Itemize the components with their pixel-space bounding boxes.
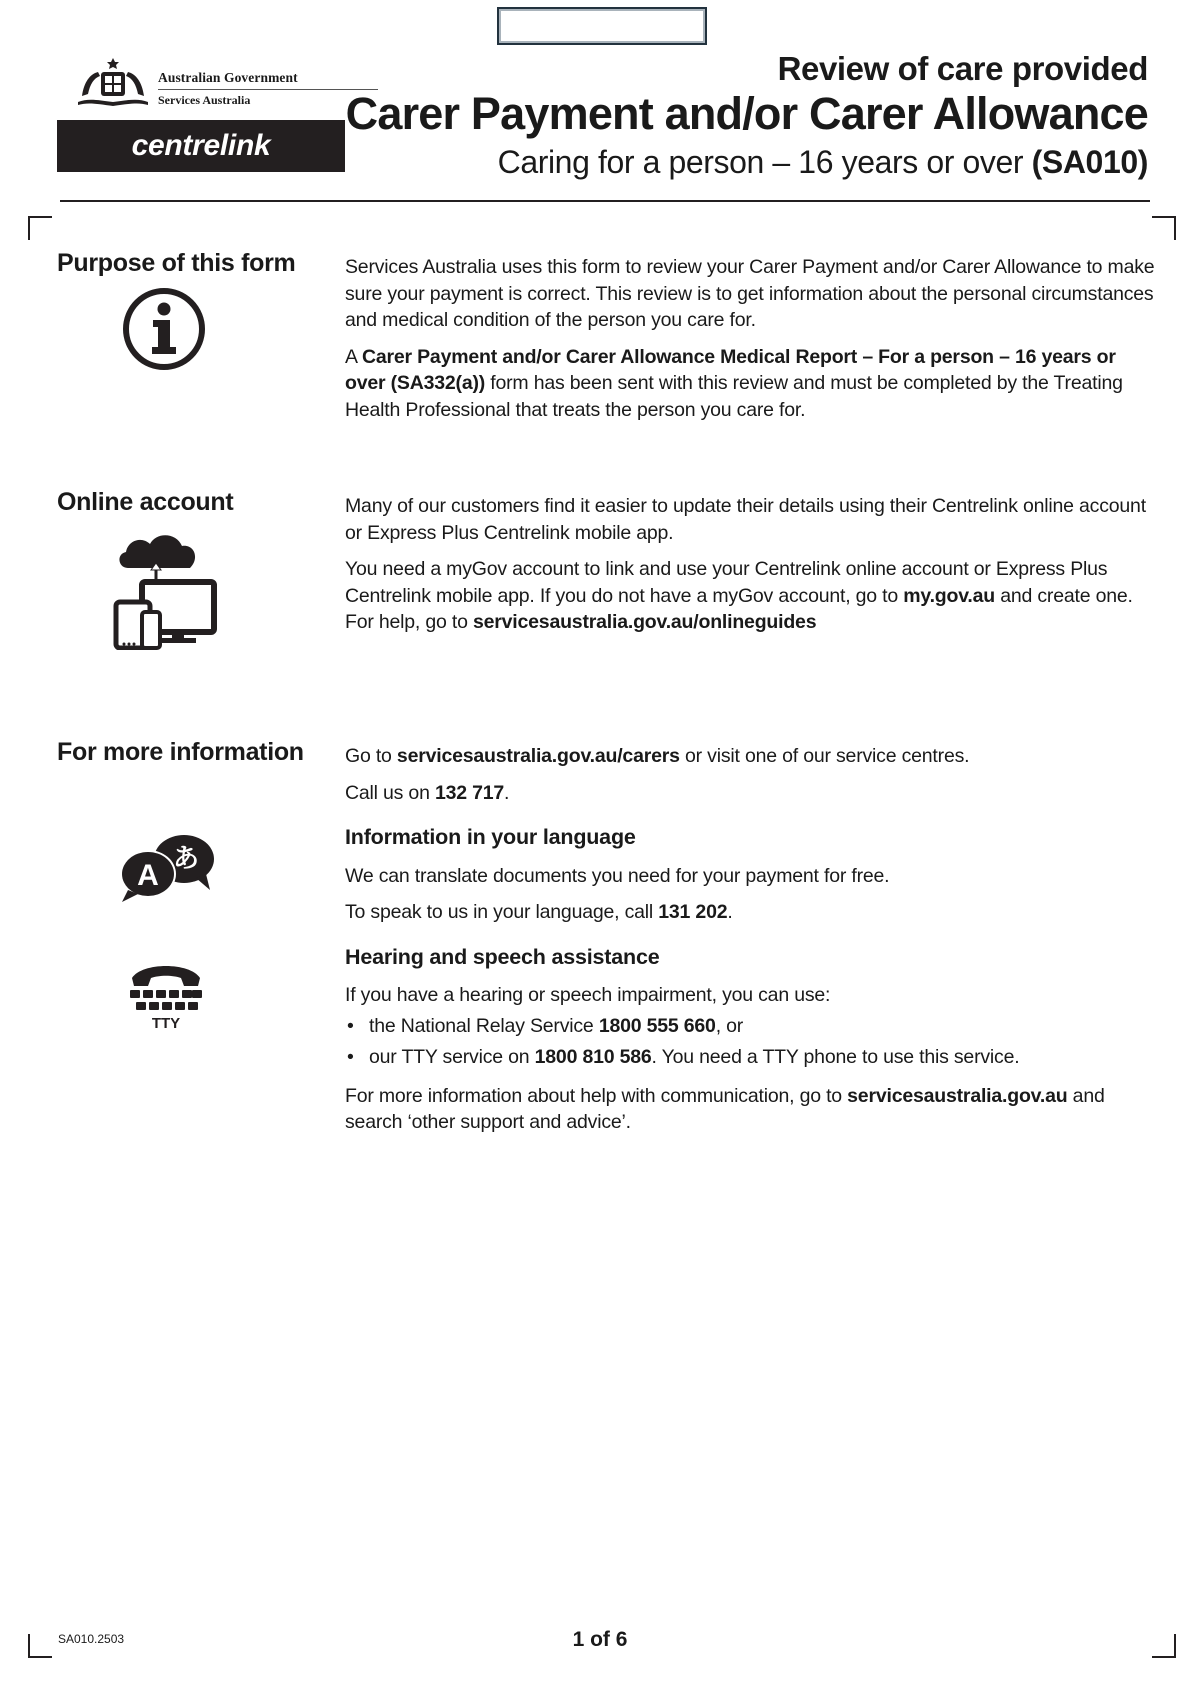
header-rule: [60, 200, 1150, 202]
list-item: [345, 1044, 1160, 1071]
nrs-prefix: the National Relay Service: [369, 1014, 599, 1037]
government-name: Australian Government: [158, 70, 298, 85]
translation-icon-letter-ja: あ: [172, 844, 200, 874]
online-p2-text-2: and create one. For help, go to: [345, 584, 1133, 633]
tty-number: 1800 810 586: [534, 1046, 652, 1068]
more-info-paragraph-2: [345, 780, 1160, 807]
online-paragraph-1: Many of our customers find it easier to update their details using their Centrelink online account or Express Plus Centrelink mobile app.: [345, 495, 1146, 544]
centrelink-brand: centrelink: [57, 120, 345, 172]
language-phone-number: 131 202: [658, 901, 728, 923]
form-subtitle: [498, 144, 1148, 181]
footer-form-code: SA010.2503: [58, 1632, 125, 1646]
coat-of-arms-icon: [74, 56, 152, 112]
language-p2-prefix: To speak to us in your language, call: [345, 901, 659, 923]
form-code: (SA010): [1031, 144, 1148, 180]
agency-name: Services Australia: [158, 93, 251, 107]
translation-icon-letter-a: A: [137, 859, 159, 892]
list-item: [345, 1013, 1160, 1040]
more-info-p1-suffix: or visit one of our service centres.: [679, 745, 970, 767]
purpose-p2-suffix: form has been sent with this review and must be completed by the Treating Health Professional that treats the person you care for.: [345, 372, 1123, 421]
carers-link[interactable]: servicesaustralia.gov.au/carers: [396, 745, 680, 767]
purpose-paragraph-1: Services Australia uses this form to review your Carer Payment and/or Carer Allowance to make sure your payment is correct. This review is to get information about the personal circumstances and medical condition of the person you care for.: [345, 256, 1155, 331]
form-subtitle-text: Caring for a person – 16 years or over: [497, 144, 1024, 180]
onlineguides-link[interactable]: servicesaustralia.gov.au/onlineguides: [472, 611, 817, 633]
hearing-intro: If you have a hearing or speech impairment, you can use:: [345, 984, 831, 1006]
language-heading: Information in your language: [345, 825, 636, 849]
medical-report-form-name: Carer Payment and/or Carer Allowance Medical Report – For a person – 16 years or over (SA332(a)): [345, 345, 1116, 394]
more-info-p1-prefix: Go to: [345, 745, 397, 767]
form-title: Carer Payment and/or Carer Allowance: [345, 88, 1148, 139]
language-paragraph-2: [345, 899, 1160, 926]
info-icon: [122, 287, 206, 371]
crop-mark-top-right: [1152, 216, 1176, 240]
purpose-paragraph-2: [345, 344, 1160, 424]
communication-prefix: For more information about help with communication, go to: [345, 1084, 848, 1107]
online-heading: Online account: [57, 488, 234, 516]
hearing-options-list: [345, 1013, 1160, 1071]
more-info-heading: For more information: [57, 738, 304, 766]
online-p2-text: You need a myGov account to link and use your Centrelink online account or Express Plus Centrelink mobile app. If you do not have a myGov account, go to: [345, 558, 1108, 607]
crop-mark-top-left: [28, 216, 52, 240]
form-kicker: Review of care provided: [777, 50, 1148, 87]
more-info-body: [345, 743, 1160, 1146]
communication-help-paragraph: [345, 1083, 1160, 1136]
call-us-suffix: .: [504, 781, 510, 804]
government-logo: [74, 56, 314, 114]
nrs-suffix: , or: [715, 1014, 744, 1037]
more-info-paragraph-1: [345, 743, 1160, 770]
tty-prefix: our TTY service on: [369, 1046, 535, 1068]
nrs-number: 1800 555 660: [598, 1014, 716, 1037]
hearing-heading: Hearing and speech assistance: [345, 944, 660, 969]
translation-icon: [116, 832, 218, 904]
online-paragraph-2: [345, 556, 1160, 636]
servicesaustralia-link[interactable]: servicesaustralia.gov.au: [847, 1084, 1068, 1107]
online-body: [345, 493, 1160, 646]
purpose-heading: Purpose of this form: [57, 249, 296, 277]
call-us-number: 132 717: [434, 781, 505, 804]
purpose-p2-prefix: A: [345, 345, 362, 368]
communication-suffix: and search ‘other support and advice’.: [345, 1084, 1105, 1133]
tty-label: TTY: [151, 1015, 181, 1032]
page-number: 1 of 6: [572, 1628, 628, 1651]
language-paragraph-1: We can translate documents you need for your payment for free.: [345, 864, 890, 887]
tty-suffix: . You need a TTY phone to use this service.: [651, 1046, 1020, 1068]
call-us-prefix: Call us on: [345, 781, 435, 804]
cloud-devices-icon: [112, 528, 222, 650]
mygov-link[interactable]: my.gov.au: [903, 584, 995, 607]
office-use-box: [497, 7, 707, 45]
purpose-body: [345, 254, 1160, 433]
language-p2-suffix: .: [727, 901, 733, 923]
tty-phone-icon: [128, 960, 204, 1032]
